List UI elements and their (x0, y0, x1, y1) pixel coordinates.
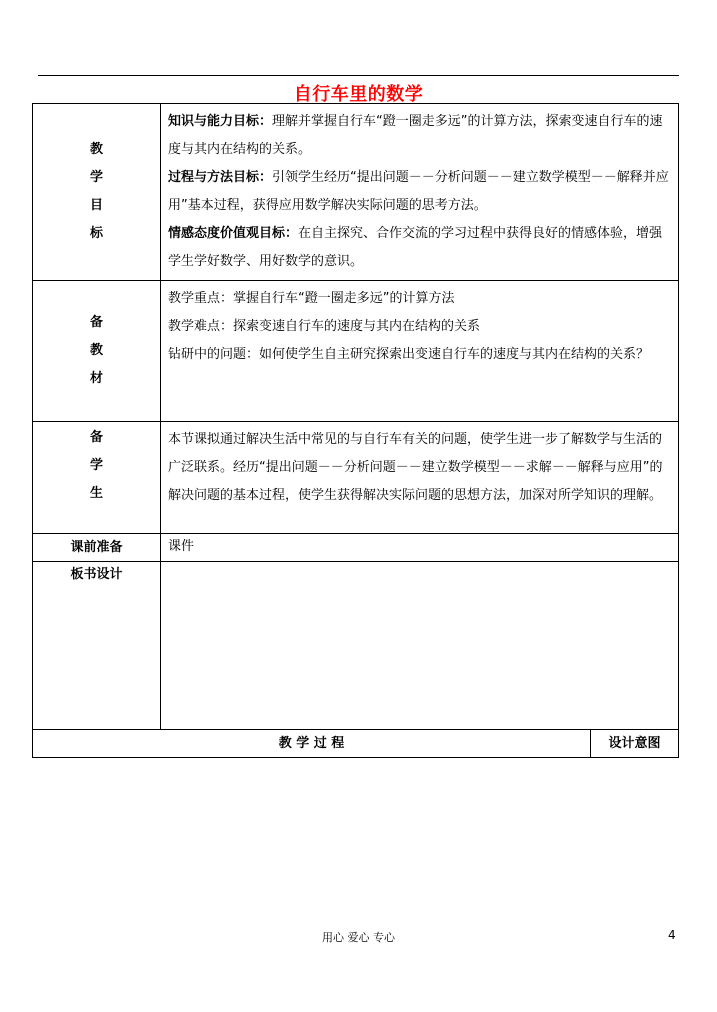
goals-label (33, 104, 161, 281)
goal-text: 理解并掌握自行车“蹬一圈走多远”的计算方法，探索变速自行车的速度与其内在结构的关系。 (168, 114, 663, 157)
process-row (33, 730, 679, 758)
students-content (161, 422, 679, 534)
goals-content (161, 104, 679, 281)
page-number: 4 (668, 928, 676, 942)
goals-label-char: 目 (89, 198, 103, 213)
students-label-char: 生 (89, 486, 103, 501)
board-label: 板书设计 (33, 562, 161, 730)
page-footer: 用心 爱心 专心 (322, 931, 395, 944)
lesson-plan-table (32, 103, 679, 758)
header-rule (38, 75, 679, 76)
students-label-char: 备 (89, 430, 103, 445)
goal-item-process (168, 164, 672, 220)
materials-label (33, 281, 161, 422)
teaching-difficulty: 教学难点：探索变速自行车的速度与其内在结构的关系 (168, 319, 481, 334)
goal-text: 引领学生经历“提出问题－－分析问题－－建立数学模型－－解释并应用”基本过程，获得应用数学解决实际问题的思考方法。 (168, 170, 669, 213)
goal-heading: 情感态度价值观目标： (168, 226, 299, 241)
board-row (33, 562, 679, 730)
goals-label-char: 标 (89, 226, 103, 241)
students-label-char: 学 (89, 458, 103, 473)
students-label (33, 422, 161, 534)
goal-item-knowledge (168, 108, 672, 164)
goals-label-char: 教 (89, 142, 103, 157)
goals-label-char: 学 (89, 170, 103, 185)
goal-heading: 过程与方法目标： (168, 170, 273, 185)
materials-label-char: 备 (89, 315, 103, 330)
materials-row (33, 281, 679, 422)
materials-label-char: 教 (89, 343, 103, 358)
prep-value: 课件 (161, 534, 679, 562)
students-text: 本节课拟通过解决生活中常见的与自行车有关的问题，使学生进一步了解数学与生活的广泛联系。经历“提出问题－－分析问题－－建立数学模型－－求解－－解释与应用”的解决问题的基本过程，使学生获得解决实际问题的思想方法，加深对所学知识的理解。 (168, 432, 663, 503)
process-label: 教 学 过 程 (33, 730, 591, 758)
prep-row (33, 534, 679, 562)
prep-label: 课前准备 (33, 534, 161, 562)
goals-row (33, 104, 679, 281)
students-row (33, 422, 679, 534)
document-title: 自行车里的数学 (293, 84, 424, 105)
materials-content (161, 281, 679, 422)
goal-item-attitude (168, 220, 672, 276)
goal-text: 在自主探究、合作交流的学习过程中获得良好的情感体验，增强学生学好数学、用好数学的意识。 (168, 226, 663, 269)
teaching-focus: 教学重点：掌握自行车“蹬一圈走多远”的计算方法 (168, 291, 455, 306)
board-content (161, 562, 679, 730)
design-intent-label: 设计意图 (591, 730, 679, 758)
research-question: 钻研中的问题：如何使学生自主研究探索出变速自行车的速度与其内在结构的关系？ (168, 347, 650, 362)
materials-label-char: 材 (89, 371, 103, 386)
goal-heading: 知识与能力目标： (168, 114, 273, 129)
